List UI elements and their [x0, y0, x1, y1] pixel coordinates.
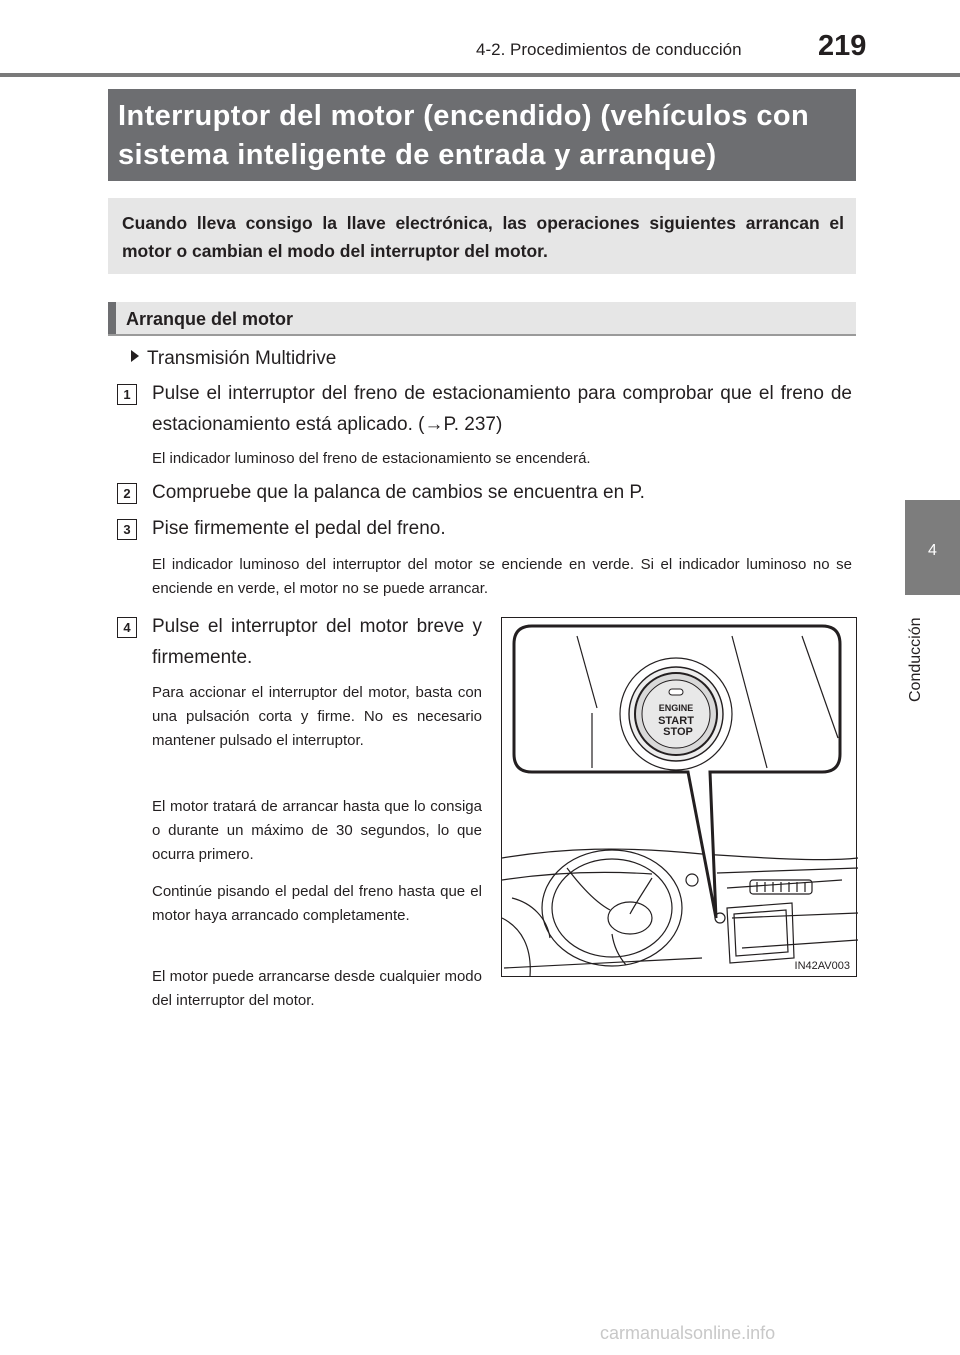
triangle-bullet-icon	[131, 350, 139, 362]
button-label-start: START	[658, 715, 694, 727]
subheading-bar	[108, 302, 856, 336]
chapter-name: Conducción	[907, 617, 924, 702]
title-banner	[108, 89, 856, 181]
chapter-label	[895, 607, 945, 707]
step-number-2: 2	[117, 483, 137, 504]
intro-box	[108, 198, 856, 274]
page-title: Interruptor del motor (encendido) (vehículos con sistema inteligente de entrada y arranque)	[118, 100, 810, 171]
step-number-1: 1	[117, 384, 137, 405]
intro-text: Cuando lleva consigo la llave electrónica, las operaciones siguientes arrancan el motor o cambian el modo del interruptor del motor.	[122, 213, 844, 261]
figure-code: IN42AV003	[794, 960, 850, 972]
dashboard-drawing	[502, 618, 858, 978]
step-text-3: Pise firmemente el pedal del freno.	[152, 518, 446, 539]
step-number-3: 3	[117, 519, 137, 540]
step-note-4d: El motor puede arrancarse desde cualquier modo del interruptor del motor.	[152, 968, 482, 1009]
button-label-engine: ENGINE	[658, 703, 694, 713]
subheading: Arranque del motor	[126, 309, 294, 329]
button-label-stop: STOP	[663, 726, 693, 738]
page-number: 219	[818, 30, 867, 62]
step-note-4b: El motor tratará de arrancar hasta que lo consiga o durante un máximo de 30 segundos, lo que ocurra primero.	[152, 798, 482, 863]
chapter-tab	[905, 500, 960, 595]
chapter-number: 4	[928, 542, 937, 559]
step-note-3: El indicador luminoso del interruptor del motor se enciende en verde. Si el indicador luminoso no se enciende en verde, el motor no se puede arrancar.	[152, 556, 852, 597]
step-note-4c: Continúe pisando el pedal del freno hasta que el motor haya arrancado completamente.	[152, 883, 482, 924]
step-note-4a: Para accionar el interruptor del motor, basta con una pulsación corta y firme. No es necesario mantener pulsado el interruptor.	[152, 684, 482, 749]
step-number-4: 4	[117, 617, 137, 638]
subheading-accent	[108, 302, 116, 334]
watermark: carmanualsonline.info	[600, 1323, 776, 1343]
step-text-4: Pulse el interruptor del motor breve y firmemente.	[152, 616, 482, 668]
step-text-1: Pulse el interruptor del freno de estacionamiento para comprobar que el freno de estacionamiento está aplicado. (→P. 237)	[152, 383, 852, 435]
bullet-text: Transmisión Multidrive	[147, 348, 337, 369]
step-note-1: El indicador luminoso del freno de estacionamiento se encenderá.	[152, 450, 591, 467]
header-section-title: 4-2. Procedimientos de conducción	[476, 40, 742, 59]
engine-switch-illustration	[501, 617, 857, 977]
bullet-item	[131, 348, 336, 370]
step-text-2: Compruebe que la palanca de cambios se encuentra en P.	[152, 482, 645, 503]
header-rule	[0, 73, 960, 77]
